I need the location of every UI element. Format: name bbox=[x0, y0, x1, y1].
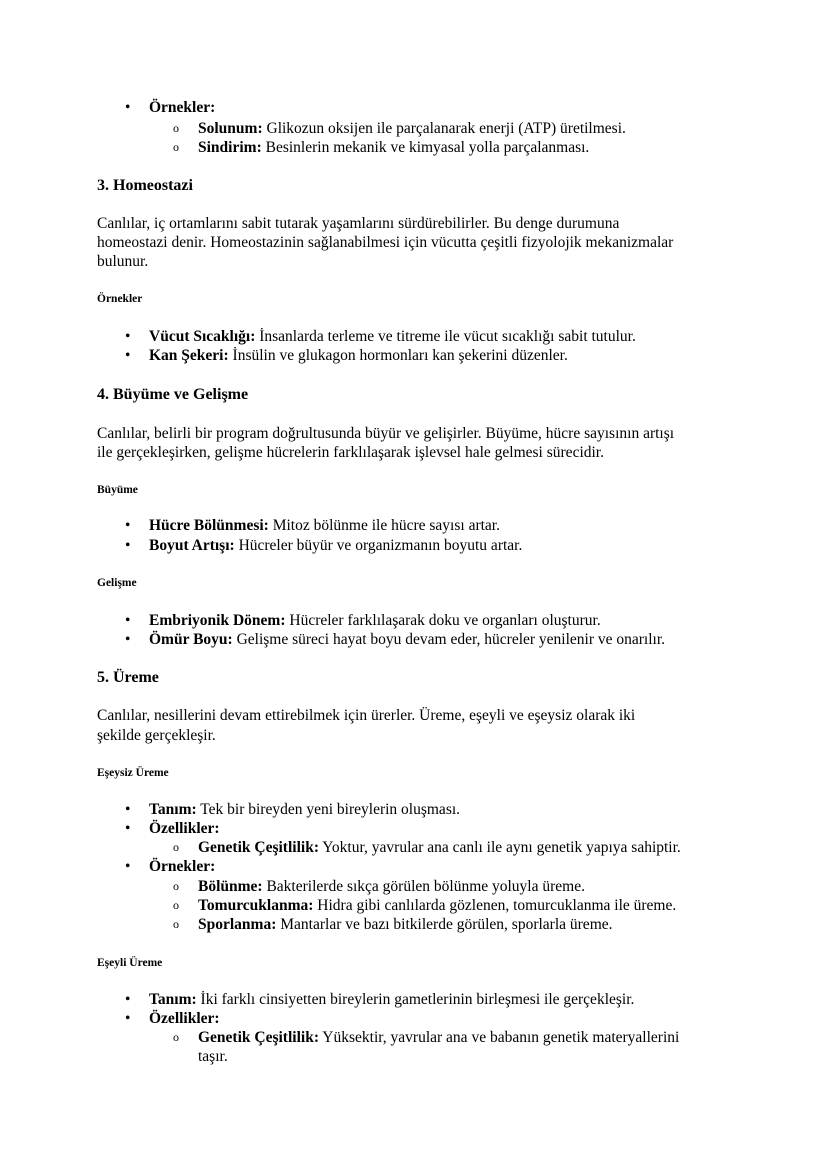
paragraph-line: homeostazi denir. Homeostazinin sağlanabilmesi için vücutta çeşitli fizyolojik mekanizmalar bbox=[97, 234, 674, 251]
bullet-icon: • bbox=[125, 1010, 131, 1027]
bullet-icon: • bbox=[125, 517, 131, 534]
paragraph-line: ile gerçekleşirken, gelişme hücrelerin farklılaşarak işlevsel hale gelmesi sürecidir. bbox=[97, 444, 604, 461]
circle-bullet-icon: o bbox=[173, 840, 179, 854]
section-heading: 4. Büyüme ve Gelişme bbox=[97, 386, 249, 403]
bullet-icon: • bbox=[125, 858, 131, 875]
bullet-icon: • bbox=[125, 612, 131, 629]
subheading: Büyüme bbox=[97, 484, 138, 496]
paragraph-line: bulunur. bbox=[97, 253, 149, 270]
subheading: Eşeysiz Üreme bbox=[97, 767, 169, 779]
subheading: Gelişme bbox=[97, 577, 137, 589]
paragraph-line: Canlılar, belirli bir program doğrultusunda büyür ve gelişirler. Büyüme, hücre sayısının artışı bbox=[97, 425, 675, 442]
circle-bullet-icon: o bbox=[173, 917, 179, 931]
bullet-icon: • bbox=[125, 991, 131, 1008]
subheading: Örnekler bbox=[97, 293, 143, 305]
bullet-icon: • bbox=[125, 801, 131, 818]
circle-bullet-icon: o bbox=[173, 898, 179, 912]
circle-bullet-icon: o bbox=[173, 1030, 179, 1044]
bullet-icon: • bbox=[125, 631, 131, 648]
subheading: Eşeyli Üreme bbox=[97, 957, 163, 969]
section-heading: 5. Üreme bbox=[97, 669, 159, 686]
bullet-icon: • bbox=[125, 99, 131, 116]
bullet-icon: • bbox=[125, 537, 131, 554]
paragraph-line: şekilde gerçekleşir. bbox=[97, 727, 216, 744]
circle-bullet-icon: o bbox=[173, 140, 179, 154]
circle-bullet-icon: o bbox=[173, 879, 179, 893]
circle-bullet-icon: o bbox=[173, 121, 179, 135]
bullet-icon: • bbox=[125, 820, 131, 837]
section-heading: 3. Homeostazi bbox=[97, 177, 193, 194]
bullet-icon: • bbox=[125, 328, 131, 345]
bullet-icon: • bbox=[125, 347, 131, 364]
paragraph-line: Canlılar, iç ortamlarını sabit tutarak yaşamlarını sürdürebilirler. Bu denge durumuna bbox=[97, 215, 620, 232]
paragraph-line: Canlılar, nesillerini devam ettirebilmek için ürerler. Üreme, eşeyli ve eşeysiz olarak iki bbox=[97, 707, 636, 724]
